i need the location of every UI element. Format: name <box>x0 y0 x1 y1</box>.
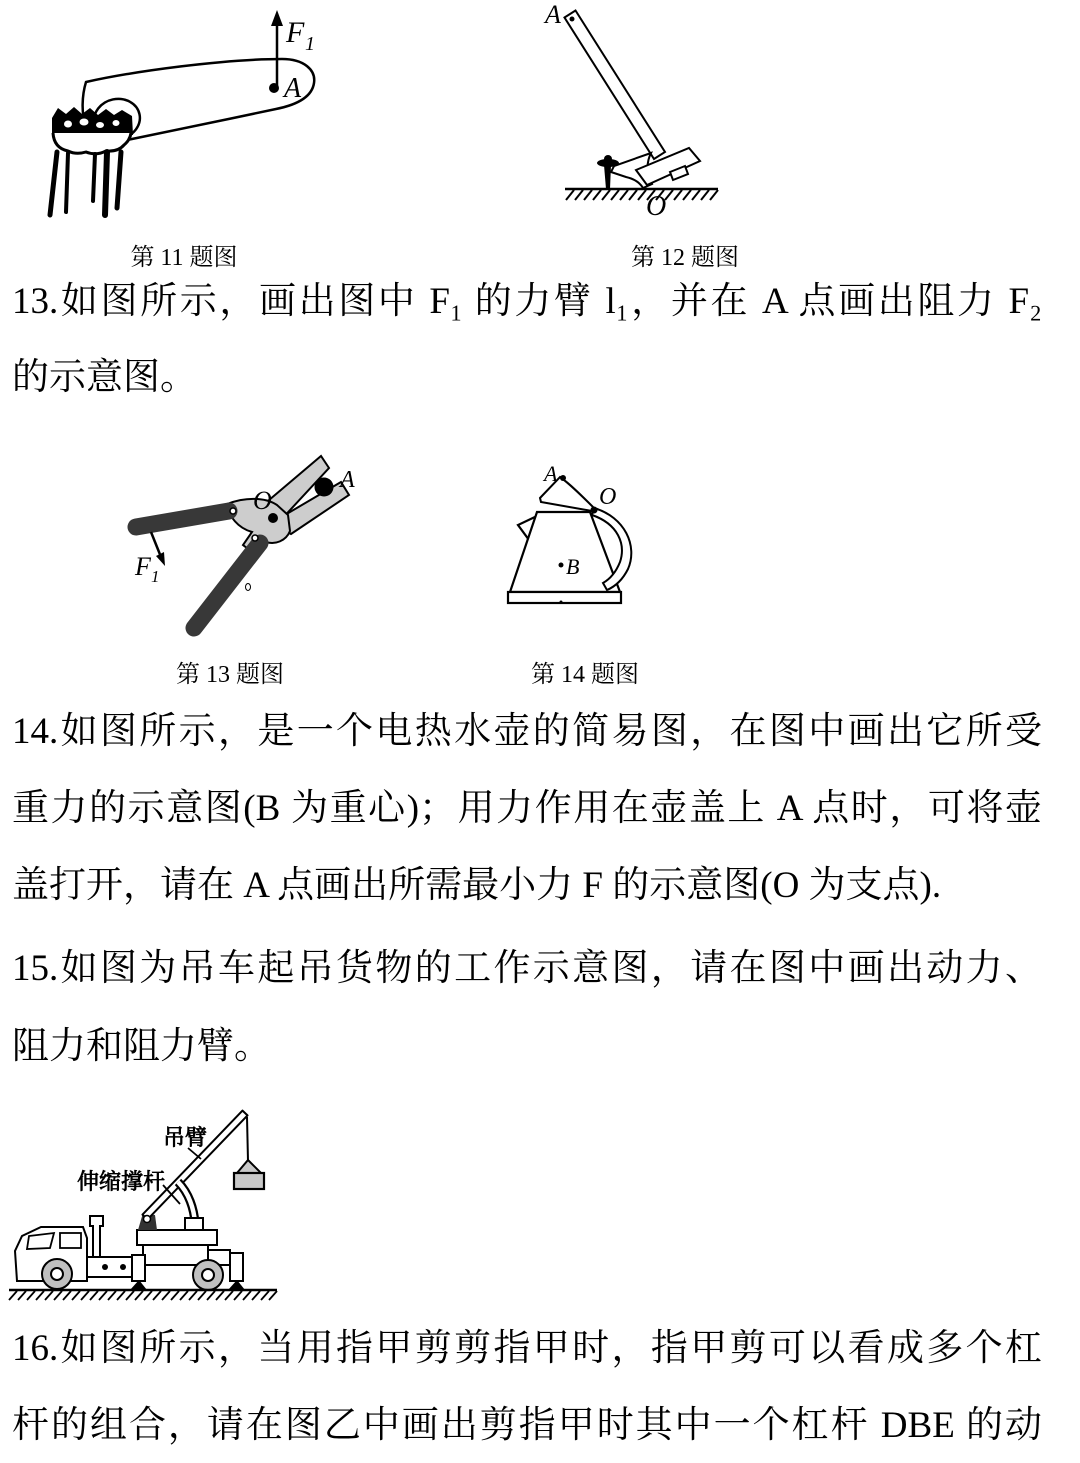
question-13-line-1: 13.如图所示，画出图中 F₁ 的力臂 l₁，并在 A 点画出阻力 F₂ <box>12 281 1042 322</box>
base-center-tick <box>560 601 563 604</box>
question-14-line-2: 重力的示意图(B 为重心)；用力作用在壶盖上 A 点时，可将壶 <box>12 788 1042 829</box>
label-a: A <box>545 0 561 29</box>
figure-12-caption: 第 12 题图 <box>631 245 739 271</box>
strut-base-block <box>185 1218 203 1230</box>
label-a: A <box>284 73 302 104</box>
rear-wheel <box>193 1260 223 1290</box>
figure-11-bottle-opener-diagram <box>20 2 330 232</box>
outrigger-front <box>132 1255 145 1281</box>
label-strut: 伸缩撑杆 <box>77 1169 166 1194</box>
load-sling <box>237 1160 261 1173</box>
question-14-line-3: 盖打开，请在 A 点画出所需最小力 F 的示意图(O 为支点). <box>12 865 942 906</box>
question-16-line-2: 杆的组合，请在图乙中画出剪指甲时其中一个杠杆 DBE 的动 <box>12 1405 1042 1446</box>
figure-12-hammer-nail-diagram <box>530 2 768 224</box>
figure-13-caption: 第 13 题图 <box>176 662 284 688</box>
bottle-cap <box>52 107 133 135</box>
branch-ball <box>315 478 334 497</box>
chassis-bolt <box>120 1264 126 1270</box>
force-f1-arrow-shaft <box>151 532 161 557</box>
exhaust-stack <box>90 1216 103 1257</box>
kettle-base <box>508 592 621 603</box>
force-f1-arrowhead <box>271 10 283 26</box>
label-o: O <box>646 191 667 222</box>
question-16-line-1: 16.如图所示，当用指甲剪剪指甲时，指甲剪可以看成多个杠 <box>12 1328 1042 1369</box>
handle-left <box>136 511 229 527</box>
label-o: O <box>253 486 272 515</box>
point-o-dot <box>591 507 598 514</box>
label-f1-sub: 1 <box>305 33 315 55</box>
crane-body <box>143 1245 208 1265</box>
windshield <box>27 1233 54 1249</box>
figure-14-caption: 第 14 题图 <box>531 662 639 688</box>
label-f1-sub: 1 <box>151 567 160 586</box>
question-15-line-2: 阻力和阻力臂。 <box>12 1026 271 1067</box>
front-wheel <box>42 1259 72 1289</box>
bottle-neck-lines <box>50 152 121 215</box>
point-a-dot <box>269 83 279 93</box>
point-a-dot <box>570 17 575 22</box>
figure-14-kettle-diagram <box>492 432 742 622</box>
ground-hatch <box>9 1291 277 1300</box>
label-o: O <box>599 484 617 510</box>
side-window <box>60 1233 81 1248</box>
question-14-line-1: 14.如图所示，是一个电热水壶的简易图，在图中画出它所受 <box>12 711 1042 752</box>
boom-pivot-pin <box>144 1216 151 1223</box>
crane-platform <box>137 1230 217 1245</box>
hammer-head <box>636 148 700 185</box>
question-15-line-1: 15.如图为吊车起吊货物的工作示意图，请在图中画出动力、 <box>12 948 1042 989</box>
figure-13-shears-diagram <box>105 438 455 643</box>
chassis-bolt <box>102 1264 108 1270</box>
figure-15-crane-diagram <box>5 1085 300 1301</box>
figure-11-caption: 第 11 题图 <box>130 245 238 271</box>
load-box <box>234 1173 264 1189</box>
force-f1-arrowhead <box>156 552 165 566</box>
hammer-handle <box>565 11 666 160</box>
label-boom: 吊臂 <box>163 1125 208 1150</box>
hoist-cable <box>247 1117 248 1161</box>
ground-hatch <box>566 190 718 200</box>
outrigger-rear <box>230 1253 243 1281</box>
label-f1: F <box>135 552 151 581</box>
point-a-dot <box>560 475 566 481</box>
point-b-dot <box>559 563 564 568</box>
label-f1: F <box>286 16 305 49</box>
label-a: A <box>544 461 558 486</box>
question-13-line-2: 的示意图。 <box>12 357 197 398</box>
label-b: B <box>566 554 580 579</box>
label-a: A <box>340 467 355 493</box>
